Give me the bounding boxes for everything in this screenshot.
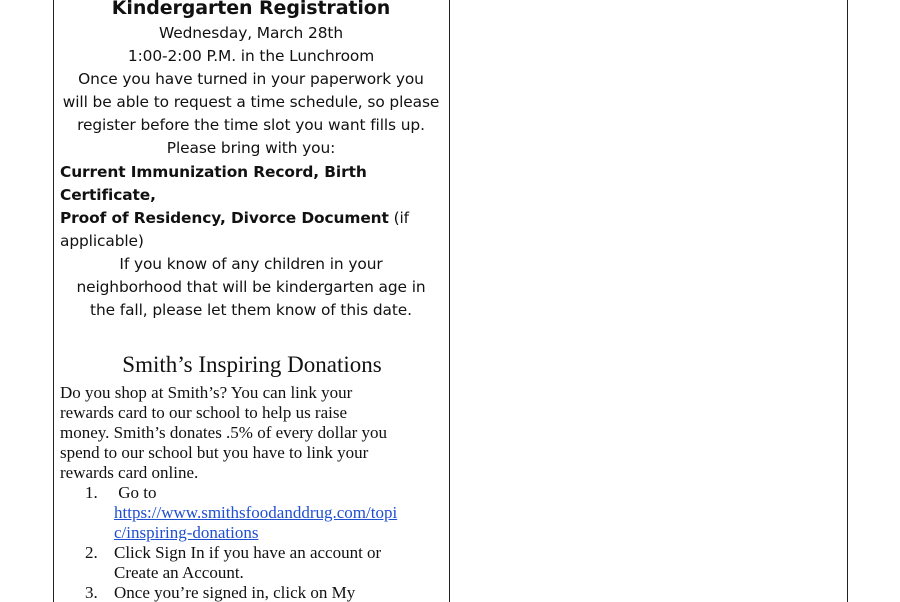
intro-line-3: money. Smith’s donates .5% of every dollar you bbox=[60, 423, 388, 442]
step-2-number: 2. bbox=[85, 543, 98, 562]
step-2-text-line-1: Click Sign In if you have an account or bbox=[114, 543, 382, 562]
step-3 bbox=[60, 583, 444, 602]
intro-line-4: spend to our school but you have to link your bbox=[60, 443, 369, 462]
intro-line-5: rewards card online. bbox=[60, 463, 199, 482]
bring-suffix-applicable: applicable) bbox=[60, 231, 144, 250]
step-3-text-line-1: Once you’re signed in, click on My bbox=[114, 583, 356, 602]
bring-suffix: (if bbox=[388, 208, 409, 227]
step-1-text: Go to bbox=[114, 483, 157, 502]
right-column bbox=[450, 0, 848, 602]
bring-items-line-1: Current Immunization Record, Birth Certificate, bbox=[60, 162, 367, 204]
neighbor-line-1: If you know of any children in your bbox=[119, 254, 383, 273]
step-2 bbox=[60, 543, 444, 583]
bring-items-2 bbox=[60, 207, 442, 230]
smiths-title: Smith’s Inspiring Donations bbox=[122, 352, 382, 377]
smiths-donations-link[interactable] bbox=[114, 503, 444, 543]
paperwork-line-2: will be able to request a time schedule, so please bbox=[62, 93, 440, 112]
step-1-number: 1. bbox=[85, 483, 98, 502]
step-3-number: 3. bbox=[85, 583, 98, 602]
kindergarten-time-location: 1:00-2:00 P.M. in the Lunchroom bbox=[127, 47, 375, 66]
paperwork-line-3: register before the time slot you want fills up. bbox=[77, 116, 425, 135]
bring-items-line-2: Proof of Residency, Divorce Document bbox=[60, 208, 389, 227]
steps-list bbox=[60, 483, 444, 602]
intro-line-2: rewards card to our school to help us raise bbox=[60, 403, 348, 422]
left-column bbox=[53, 0, 450, 602]
bring-items bbox=[60, 161, 442, 207]
smiths-intro bbox=[60, 383, 444, 483]
paperwork-line-1: Once you have turned in your paperwork you bbox=[78, 70, 424, 89]
link-line-2[interactable]: c/inspiring-donations bbox=[114, 523, 259, 542]
neighbor-line-2: neighborhood that will be kindergarten age in bbox=[76, 278, 426, 297]
smiths-donations-section bbox=[60, 350, 444, 602]
step-2-text-line-2: Create an Account. bbox=[114, 563, 244, 582]
intro-line-1: Do you shop at Smith’s? You can link your bbox=[60, 383, 353, 402]
kindergarten-date: Wednesday, March 28th bbox=[159, 24, 343, 42]
kindergarten-registration-section bbox=[60, 0, 442, 322]
bring-label: Please bring with you: bbox=[166, 139, 336, 158]
neighbor-line-3: the fall, please let them know of this date. bbox=[90, 301, 412, 320]
kindergarten-title: Kindergarten Registration bbox=[111, 0, 391, 19]
step-1 bbox=[60, 483, 444, 543]
link-line-1[interactable]: https://www.smithsfoodanddrug.com/topi bbox=[114, 503, 398, 522]
